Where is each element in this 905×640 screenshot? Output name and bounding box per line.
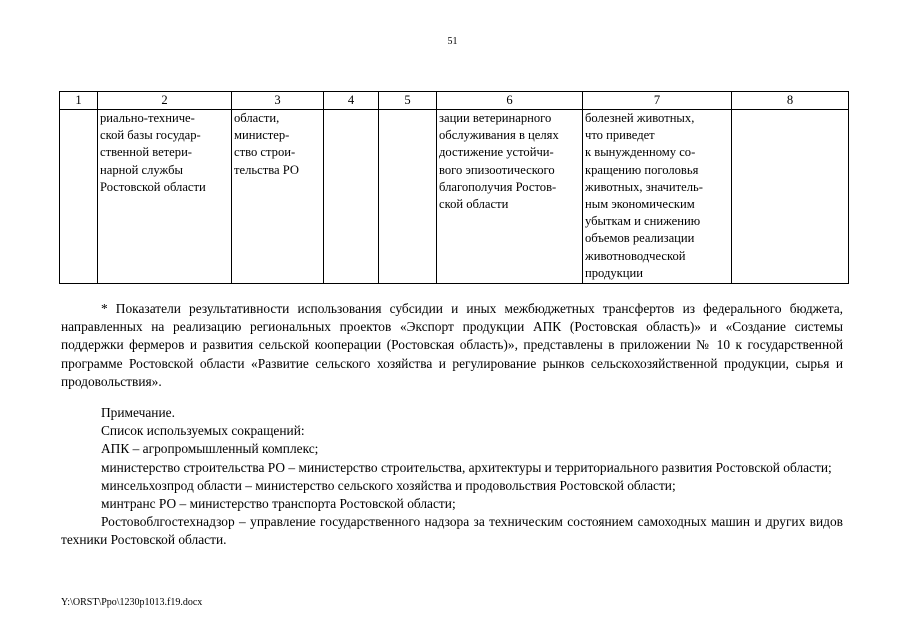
cell-line: риально-техниче- <box>100 111 195 125</box>
file-path: Y:\ORST\Ppo\1230p1013.f19.docx <box>61 597 203 608</box>
column-header: 3 <box>232 92 324 110</box>
cell-line: ным экономическим <box>585 197 695 212</box>
cell-line: зации ветеринарного <box>439 111 552 125</box>
cell-line: министер- <box>234 128 290 143</box>
table-cell-col-1 <box>60 110 98 284</box>
abbreviation-item: минсельхозпрод области – министерство сельского хозяйства и продовольствия Ростовской области; <box>101 477 676 493</box>
table-cell-col-3 <box>232 110 324 284</box>
column-header: 1 <box>60 92 98 110</box>
table-cell-col-4 <box>324 110 379 284</box>
column-header: 4 <box>324 92 379 110</box>
cell-line: благополучия Ростов- <box>439 179 557 194</box>
cell-line: убыткам и снижению <box>585 214 701 229</box>
notes-section <box>61 404 843 550</box>
column-header: 8 <box>732 92 849 110</box>
cell-line: ской базы государ- <box>100 128 201 143</box>
table-cell-col-7 <box>583 110 732 284</box>
cell-line: ственной ветери- <box>100 145 193 160</box>
cell-line: ской области <box>439 197 509 212</box>
notes-intro: Список используемых сокращений: <box>101 423 305 439</box>
abbreviation-item: министерство строительства РО – министерство строительства, архитектуры и территориального развития Ростовской области; <box>101 459 832 475</box>
cell-line: животных, значитель- <box>585 179 703 194</box>
table-cell-col-6 <box>437 110 583 284</box>
column-header: 5 <box>379 92 437 110</box>
abbreviation-item: АПК – агропромышленный комплекс; <box>101 441 319 457</box>
page-number: 51 <box>447 36 458 47</box>
table-cell-col-2 <box>98 110 232 284</box>
footnote <box>61 300 843 391</box>
cell-line: ство строи- <box>234 145 296 160</box>
abbreviation-item: минтранс РО – министерство транспорта Ростовской области; <box>101 496 456 512</box>
column-header: 6 <box>437 92 583 110</box>
cell-line: Ростовской области <box>100 179 206 194</box>
table-row <box>60 110 849 284</box>
abbreviation-item: Ростовоблгостехнадзор – управление государственного надзора за техническим состоянием самоходных машин и других видов техники Ростовской области. <box>61 514 843 548</box>
cell-line: объемов реализации <box>585 231 695 246</box>
cell-line: к вынужденному со- <box>585 145 696 160</box>
column-header: 7 <box>583 92 732 110</box>
cell-line: что приведет <box>585 128 655 143</box>
footnote-text: * Показатели результативности использования субсидии и иных межбюджетных трансфертов из федерального бюджета, направленных на реализацию региональных проектов «Экспорт продукции АПК (Ростовская область)» и «Создание системы поддержки фермеров и развития сельской кооперации (Ростовская область)», представлены в приложении № 10 к государственной программе Ростовской области «Развитие сельского хозяйства и регулирование рынков сельскохозяйственной продукции, сырья и продовольствия». <box>61 301 843 389</box>
data-table <box>59 91 849 284</box>
table-cell-col-8 <box>732 110 849 284</box>
cell-line: продукции <box>585 265 644 280</box>
cell-line: вого эпизоотического <box>439 162 555 177</box>
cell-line: достижение устойчи- <box>439 145 554 160</box>
column-header: 2 <box>98 92 232 110</box>
table-cell-col-5 <box>379 110 437 284</box>
table-header-row <box>60 92 849 110</box>
cell-line: животноводческой <box>585 248 686 263</box>
notes-title: Примечание. <box>101 405 175 420</box>
cell-line: болезней животных, <box>585 111 695 125</box>
cell-line: области, <box>234 111 280 125</box>
cell-line: нарной службы <box>100 162 183 177</box>
cell-line: тельства РО <box>234 162 299 177</box>
cell-line: обслуживания в целях <box>439 128 559 143</box>
cell-line: кращению поголовья <box>585 162 699 177</box>
